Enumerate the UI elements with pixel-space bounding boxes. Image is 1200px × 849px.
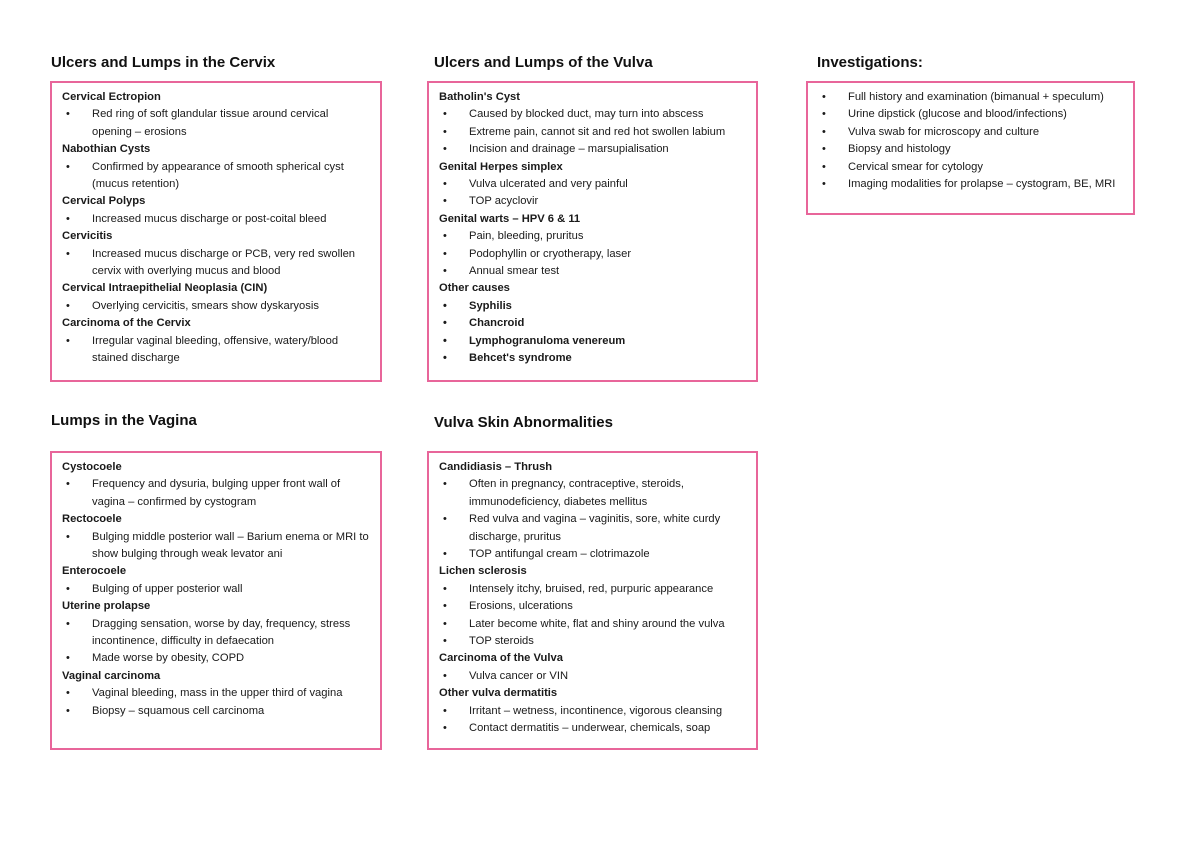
group-title: Uterine prolapse <box>62 600 151 613</box>
group-title: Rectocoele <box>62 513 122 526</box>
bullet-list <box>62 298 370 315</box>
bullet-list <box>439 176 746 211</box>
list-item: • TOP acyclovir <box>439 193 746 210</box>
heading-cervix: Ulcers and Lumps in the Cervix <box>51 54 276 71</box>
heading-vulva: Ulcers and Lumps of the Vulva <box>434 54 653 71</box>
list-item: • Overlying cervicitis, smears show dyskaryosis <box>62 298 370 315</box>
group-title: Cervical Intraepithelial Neoplasia (CIN) <box>62 282 268 295</box>
bullet-list <box>439 106 746 158</box>
list-item: • Erosions, ulcerations <box>439 598 746 615</box>
list-item: • TOP antifungal cream – clotrimazole <box>439 546 746 563</box>
list-item: • Frequency and dysuria, bulging upper front wall of vagina – confirmed by cystogram <box>62 476 370 511</box>
list-item: • Confirmed by appearance of smooth spherical cyst (mucus retention) <box>62 159 370 194</box>
bullet-list <box>62 333 370 368</box>
list-item: • Biopsy and histology <box>818 141 1123 158</box>
bullet-list <box>62 211 370 228</box>
list-item: • Increased mucus discharge or PCB, very red swollen cervix with overlying mucus and blood <box>62 246 370 281</box>
list-item: • Cervical smear for cytology <box>818 159 1123 176</box>
list-item: • Red ring of soft glandular tissue around cervical opening – erosions <box>62 106 370 141</box>
bullet-list <box>62 246 370 281</box>
group-title: Carcinoma of the Cervix <box>62 317 191 330</box>
group-title: Carcinoma of the Vulva <box>439 652 563 665</box>
list-item: • TOP steroids <box>439 633 746 650</box>
heading-investigations: Investigations: <box>817 54 923 71</box>
box-skin <box>427 451 758 750</box>
bullet-list <box>439 668 746 685</box>
list-item: • Contact dermatitis – underwear, chemicals, soap <box>439 720 746 737</box>
list-item: • Vulva ulcerated and very painful <box>439 176 746 193</box>
group-title: Genital Herpes simplex <box>439 160 563 173</box>
list-item: • Irritant – wetness, incontinence, vigorous cleansing <box>439 703 746 720</box>
list-item: • Made worse by obesity, COPD <box>62 650 370 667</box>
bullet-list <box>62 106 370 141</box>
list-item: • Urine dipstick (glucose and blood/infections) <box>818 106 1123 123</box>
list-item: • Lymphogranuloma venereum <box>439 333 746 350</box>
bullet-list <box>439 581 746 651</box>
list-item: • Chancroid <box>439 315 746 332</box>
list-item: • Extreme pain, cannot sit and red hot swollen labium <box>439 124 746 141</box>
list-item: • Dragging sensation, worse by day, frequency, stress incontinence, difficulty in defaecation <box>62 616 370 651</box>
list-item: • Full history and examination (bimanual + speculum) <box>818 89 1123 106</box>
list-item: • Bulging middle posterior wall – Barium enema or MRI to show bulging through weak levator ani <box>62 529 370 564</box>
heading-skin: Vulva Skin Abnormalities <box>434 414 613 431</box>
list-item: • Pain, bleeding, pruritus <box>439 228 746 245</box>
bullet-list <box>62 581 370 598</box>
group-title: Candidiasis – Thrush <box>439 461 553 473</box>
list-item: • Later become white, flat and shiny around the vulva <box>439 616 746 633</box>
list-item: • Imaging modalities for prolapse – cystogram, BE, MRI <box>818 176 1123 193</box>
list-item: • Intensely itchy, bruised, red, purpuric appearance <box>439 581 746 598</box>
list-item: • Biopsy – squamous cell carcinoma <box>62 703 370 720</box>
list-item: • Caused by blocked duct, may turn into abscess <box>439 106 746 123</box>
box-cervix <box>50 81 382 382</box>
bullet-list <box>62 159 370 194</box>
bullet-list <box>62 476 370 511</box>
group-title: Other causes <box>439 282 510 295</box>
bullet-list <box>62 529 370 564</box>
group-title: Cystocoele <box>62 461 122 473</box>
bullet-list <box>439 476 746 563</box>
list-item: • Incision and drainage – marsupialisation <box>439 141 746 158</box>
box-vagina <box>50 451 382 750</box>
bullet-list <box>818 89 1123 193</box>
group-title: Lichen sclerosis <box>439 565 527 578</box>
heading-vagina: Lumps in the Vagina <box>51 412 197 429</box>
group-title: Batholin's Cyst <box>439 91 520 103</box>
list-item: • Behcet's syndrome <box>439 350 746 367</box>
bullet-list <box>439 298 746 368</box>
bullet-list <box>62 685 370 720</box>
group-title: Genital warts – HPV 6 & 11 <box>439 212 581 225</box>
group-title: Other vulva dermatitis <box>439 687 558 700</box>
list-item: • Bulging of upper posterior wall <box>62 581 370 598</box>
list-item: • Red vulva and vagina – vaginitis, sore, white curdy discharge, pruritus <box>439 511 746 546</box>
list-item: • Irregular vaginal bleeding, offensive, watery/blood stained discharge <box>62 333 370 368</box>
list-item: • Annual smear test <box>439 263 746 280</box>
list-item: • Syphilis <box>439 298 746 315</box>
box-investigations <box>806 81 1135 215</box>
group-title: Enterocoele <box>62 565 127 578</box>
group-title: Cervical Polyps <box>62 195 146 208</box>
list-item: • Vulva cancer or VIN <box>439 668 746 685</box>
list-item: • Increased mucus discharge or post-coital bleed <box>62 211 370 228</box>
group-title: Cervical Ectropion <box>62 91 161 103</box>
list-item: • Vaginal bleeding, mass in the upper third of vagina <box>62 685 370 702</box>
list-item: • Vulva swab for microscopy and culture <box>818 124 1123 141</box>
bullet-list <box>439 228 746 280</box>
group-title: Vaginal carcinoma <box>62 669 161 682</box>
bullet-list <box>62 616 370 668</box>
group-title: Nabothian Cysts <box>62 143 151 156</box>
list-item: • Often in pregnancy, contraceptive, steroids, immunodeficiency, diabetes mellitus <box>439 476 746 511</box>
group-title: Cervicitis <box>62 230 113 243</box>
box-vulva <box>427 81 758 382</box>
bullet-list <box>439 703 746 738</box>
list-item: • Podophyllin or cryotherapy, laser <box>439 246 746 263</box>
